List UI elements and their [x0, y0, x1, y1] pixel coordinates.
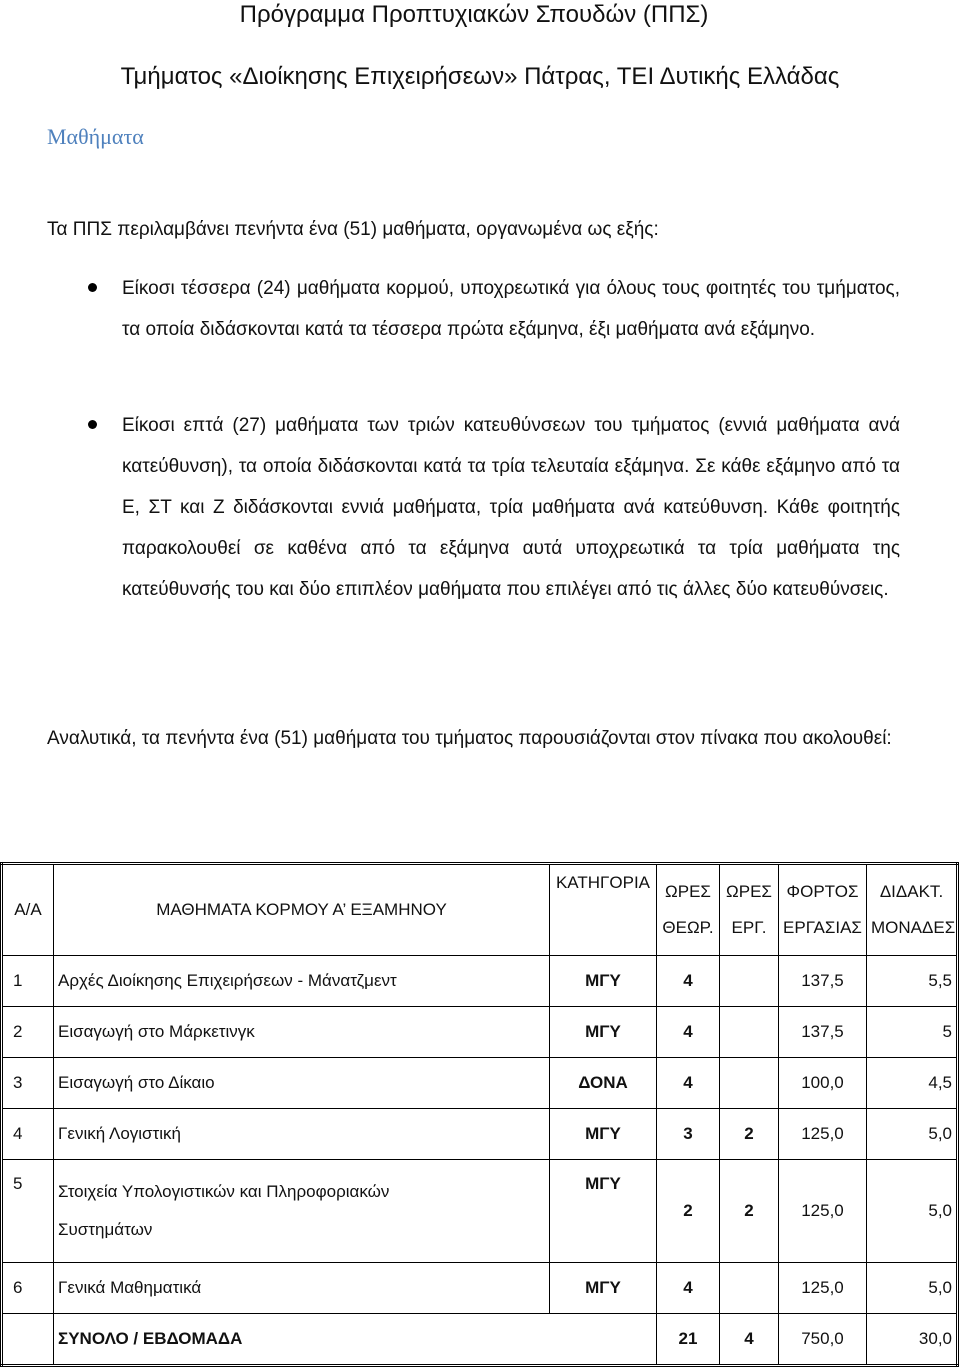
header-load-l1: ΦΟΡΤΟΣ	[786, 882, 859, 901]
cell-credits: 5,0	[867, 1160, 958, 1263]
table-total-row	[2, 1314, 958, 1366]
cell-credits: 5	[867, 1007, 958, 1058]
cell-workload: 125,0	[779, 1160, 867, 1263]
cell-category: ΜΓΥ	[550, 1109, 657, 1160]
cell-theory-hours: 3	[657, 1109, 720, 1160]
cell-total-credits: 30,0	[867, 1314, 958, 1366]
cell-theory-hours: 4	[657, 1007, 720, 1058]
cell-category: ΔΟΝΑ	[550, 1058, 657, 1109]
cell-theory-hours: 2	[657, 1160, 720, 1263]
cell-workload: 125,0	[779, 1109, 867, 1160]
header-theory-hours	[657, 864, 720, 956]
table-row	[2, 1160, 958, 1263]
header-lab-l1: ΩΡΕΣ	[726, 882, 772, 901]
document-subtitle: Τμήματος «Διοίκησης Επιχειρήσεων» Πάτρας, ΤΕΙ Δυτικής Ελλάδας	[120, 63, 840, 90]
table-header-row	[2, 864, 958, 956]
bullet-text: Είκοσι τέσσερα (24) μαθήματα κορμού, υποχρεωτικά για όλους τους φοιτητές του τμήματος, τα οποία διδάσκονται κατά τα τέσσερα πρώτα εξάμηνα, έξι μαθήματα ανά εξάμηνο.	[122, 278, 900, 340]
cell-lab-hours	[720, 1058, 779, 1109]
header-theory-l1: ΩΡΕΣ	[665, 882, 711, 901]
section-heading: Μαθήματα	[47, 124, 144, 149]
cell-lab-hours	[720, 1263, 779, 1314]
bullet-item-core	[122, 268, 900, 350]
cell-workload: 137,5	[779, 956, 867, 1007]
header-workload	[779, 864, 867, 956]
cell-theory-hours: 4	[657, 1058, 720, 1109]
cell-category: ΜΓΥ	[550, 1263, 657, 1314]
cell-workload: 137,5	[779, 1007, 867, 1058]
cell-workload: 100,0	[779, 1058, 867, 1109]
bullet-icon	[88, 420, 97, 429]
header-load-l2: ΕΡΓΑΣΙΑΣ	[783, 918, 862, 937]
cell-total-workload: 750,0	[779, 1314, 867, 1366]
cell-num: 4	[2, 1109, 54, 1160]
table-row	[2, 1007, 958, 1058]
bullet-item-directions	[122, 405, 900, 610]
header-num: Α/Α	[2, 864, 54, 956]
intro-text: Τα ΠΠΣ περιλαμβάνει πενήντα ένα (51) μαθήματα, οργανωμένα ως εξής:	[47, 219, 659, 240]
cell-category: ΜΓΥ	[550, 1007, 657, 1058]
cell-num: 2	[2, 1007, 54, 1058]
cell-lab-hours	[720, 956, 779, 1007]
header-lab-hours	[720, 864, 779, 956]
cell-total-lab: 4	[720, 1314, 779, 1366]
cell-credits: 5,0	[867, 1263, 958, 1314]
cell-course-name: Εισαγωγή στο Μάρκετινγκ	[54, 1007, 550, 1058]
cell-num	[2, 1314, 54, 1366]
courses-table	[0, 862, 959, 1367]
cell-course-name: Εισαγωγή στο Δίκαιο	[54, 1058, 550, 1109]
cell-course-name: Αρχές Διοίκησης Επιχειρήσεων - Μάνατζμεντ	[54, 956, 550, 1007]
cell-credits: 5,0	[867, 1109, 958, 1160]
cell-num: 1	[2, 956, 54, 1007]
cell-lab-hours: 2	[720, 1109, 779, 1160]
cell-credits: 4,5	[867, 1058, 958, 1109]
cell-total-theory: 21	[657, 1314, 720, 1366]
table-row	[2, 1109, 958, 1160]
cell-category: ΜΓΥ	[550, 1160, 657, 1263]
header-course-name: ΜΑΘΗΜΑΤΑ ΚΟΡΜΟΥ Α’ ΕΞΑΜΗΝΟΥ	[54, 864, 550, 956]
header-ects-l2: ΜΟΝΑΔΕΣ	[871, 918, 956, 937]
cell-theory-hours: 4	[657, 956, 720, 1007]
header-lab-l2: ΕΡΓ.	[731, 918, 767, 937]
cell-course-name: Γενική Λογιστική	[54, 1109, 550, 1160]
table-intro-paragraph: Αναλυτικά, τα πενήντα ένα (51) μαθήματα του τμήματος παρουσιάζονται στον πίνακα που ακολουθεί:	[47, 728, 892, 749]
table-row	[2, 956, 958, 1007]
cell-course-name-l1: Στοιχεία Υπολογιστικών και Πληροφοριακών	[58, 1182, 390, 1201]
bullet-text: Είκοσι επτά (27) μαθήματα των τριών κατευθύνσεων του τμήματος (εννιά μαθήματα ανά κατεύθυνση), τα οποία διδάσκονται κατά τα τρία τελευταία εξάμηνα. Σε κάθε εξάμηνο από τα Ε, ΣΤ και Ζ διδάσκονται εννιά μαθήματα, τρία μαθήματα ανά κατεύθυνση. Κάθε φοιτητής παρακολουθεί σε καθένα από τα εξάμηνα αυτά υποχρεωτικά τα τρία μαθήματα της κατεύθυνσής του και δύο επιπλέον μαθήματα που επιλέγει από τις άλλες δύο κατευθύνσεις.	[122, 415, 900, 600]
cell-theory-hours: 4	[657, 1263, 720, 1314]
cell-num: 3	[2, 1058, 54, 1109]
header-credits	[867, 864, 958, 956]
table-row	[2, 1263, 958, 1314]
cell-course-name: Γενικά Μαθηματικά	[54, 1263, 550, 1314]
cell-total-label: ΣΥΝΟΛΟ / ΕΒΔΟΜΑΔΑ	[54, 1314, 657, 1366]
header-category: ΚΑΤΗΓΟΡΙΑ	[550, 864, 657, 956]
cell-category: ΜΓΥ	[550, 956, 657, 1007]
document-title: Πρόγραμμα Προπτυχιακών Σπουδών (ΠΠΣ)	[239, 1, 709, 28]
header-theory-l2: ΘΕΩΡ.	[662, 918, 714, 937]
cell-course-name-l2: Συστημάτων	[58, 1220, 153, 1239]
header-ects-l1: ΔΙΔΑΚΤ.	[879, 882, 944, 901]
cell-course-name	[54, 1160, 550, 1263]
cell-num: 6	[2, 1263, 54, 1314]
cell-lab-hours	[720, 1007, 779, 1058]
cell-num: 5	[2, 1160, 54, 1263]
cell-credits: 5,5	[867, 956, 958, 1007]
cell-lab-hours: 2	[720, 1160, 779, 1263]
bullet-icon	[88, 283, 97, 292]
cell-workload: 125,0	[779, 1263, 867, 1314]
table-row	[2, 1058, 958, 1109]
